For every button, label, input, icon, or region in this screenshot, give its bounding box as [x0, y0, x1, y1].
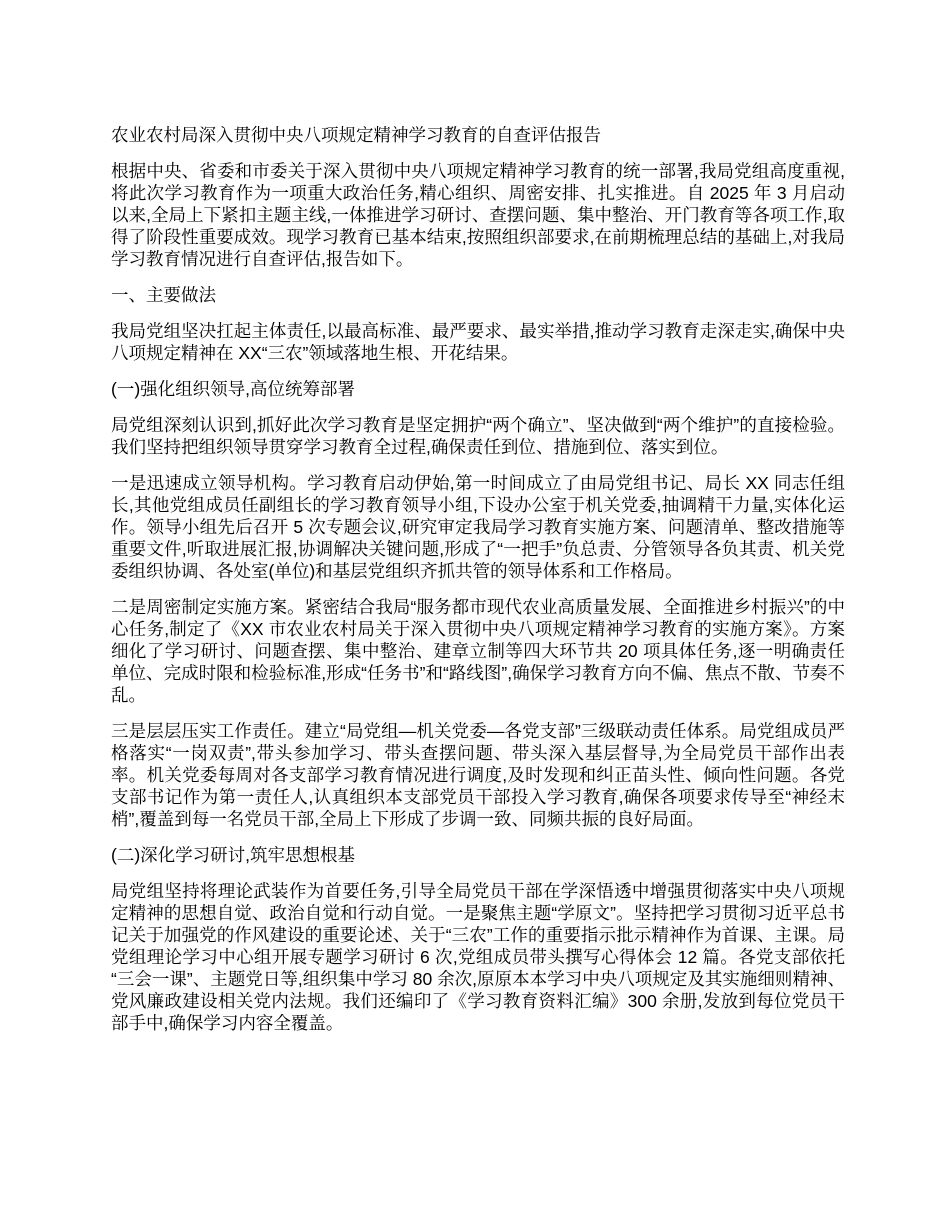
heading-section-1-main-practices: 一、主要做法: [111, 285, 216, 305]
paragraph-first-leadership-body: 一是迅速成立领导机构。学习教育启动伊始,第一时间成立了由局党组书记、局长 XX 同志任组长,其他党组成员任副组长的学习教育领导小组,下设办公室于机关党委,抽调精干力量,实体化运作。领导小组先后召开 5 次专题会议,研究审定我局学习教育实施方案、问题清单、整改措施等重要文件,听取进展汇报,协调解决关键问题,形成了“一把手”负总责、分管领导各负其责、机关党委组织协调、各处室(单位)和基层党组织齐抓共管的领导体系和工作格局。: [111, 473, 845, 581]
paragraph-intro: 根据中央、省委和市委关于深入贯彻中央八项规定精神学习教育的统一部署,我局党组高度重视,将此次学习教育作为一项重大政治任务,精心组织、周密安排、扎实推进。自 2025 年 3 月启动以来,全局上下紧扣主题主线,一体推进学习研讨、查摆问题、集中整治、开门教育等各项工作,取得了阶段性重要成效。现学习教育已基本结束,按照组织部要求,在前期梳理总结的基础上,对我局学习教育情况进行自查评估,报告如下。: [111, 161, 845, 269]
heading-subsection-1-organization-leadership: (一)强化组织领导,高位统筹部署: [111, 379, 356, 399]
doc-title: 农业农村局深入贯彻中央八项规定精神学习教育的自查评估报告: [111, 125, 601, 145]
paragraph-organization-intro: 局党组深刻认识到,抓好此次学习教育是坚定拥护“两个确立”、坚决做到“两个维护”的直接检验。我们坚持把组织领导贯穿学习教育全过程,确保责任到位、措施到位、落实到位。: [111, 415, 845, 457]
paragraph-second-implementation-plan: 二是周密制定实施方案。紧密结合我局“服务都市现代农业高质量发展、全面推进乡村振兴”的中心任务,制定了《XX 市农业农村局关于深入贯彻中央八项规定精神学习教育的实施方案》。方案细化了学习研讨、问题查摆、集中整治、建章立制等四大环节共 20 项具体任务,逐一明确责任单位、完成时限和检验标准,形成“任务书”和“路线图”,确保学习教育方向不偏、焦点不散、节奏不乱。: [111, 597, 845, 705]
paragraph-section-1-overview: 我局党组坚决扛起主体责任,以最高标准、最严要求、最实举措,推动学习教育走深走实,确保中央八项规定精神在 XX“三农”领域落地生根、开花结果。: [111, 321, 845, 363]
paragraph-third-responsibility: 三是层层压实工作责任。建立“局党组—机关党委—各党支部”三级联动责任体系。局党组成员严格落实“一岗双责”,带头参加学习、带头查摆问题、带头深入基层督导,为全局党员干部作出表率。机关党委每周对各支部学习教育情况进行调度,及时发现和纠正苗头性、倾向性问题。各党支部书记作为第一责任人,认真组织本支部党员干部投入学习教育,确保各项要求传导至“神经末梢”,覆盖到每一名党员干部,全局上下形成了步调一致、同频共振的良好局面。: [111, 721, 845, 829]
heading-subsection-2-study-discussion: (二)深化学习研讨,筑牢思想根基: [111, 845, 356, 865]
paragraph-theory-study: 局党组坚持将理论武装作为首要任务,引导全局党员干部在学深悟透中增强贯彻落实中央八项规定精神的思想自觉、政治自觉和行动自觉。一是聚焦主题“学原文”。坚持把学习贯彻习近平总书记关于加强党的作风建设的重要论述、关于“三农”工作的重要指示批示精神作为首课、主课。局党组理论学习中心组开展专题学习研讨 6 次,党组成员带头撰写心得体会 12 篇。各党支部依托“三会一课”、主题党日等,组织集中学习 80 余次,原原本本学习中央八项规定及其实施细则精神、党风廉政建设相关党内法规。我们还编印了《学习教育资料汇编》300 余册,发放到每位党员干部手中,确保学习内容全覆盖。: [111, 881, 845, 1033]
